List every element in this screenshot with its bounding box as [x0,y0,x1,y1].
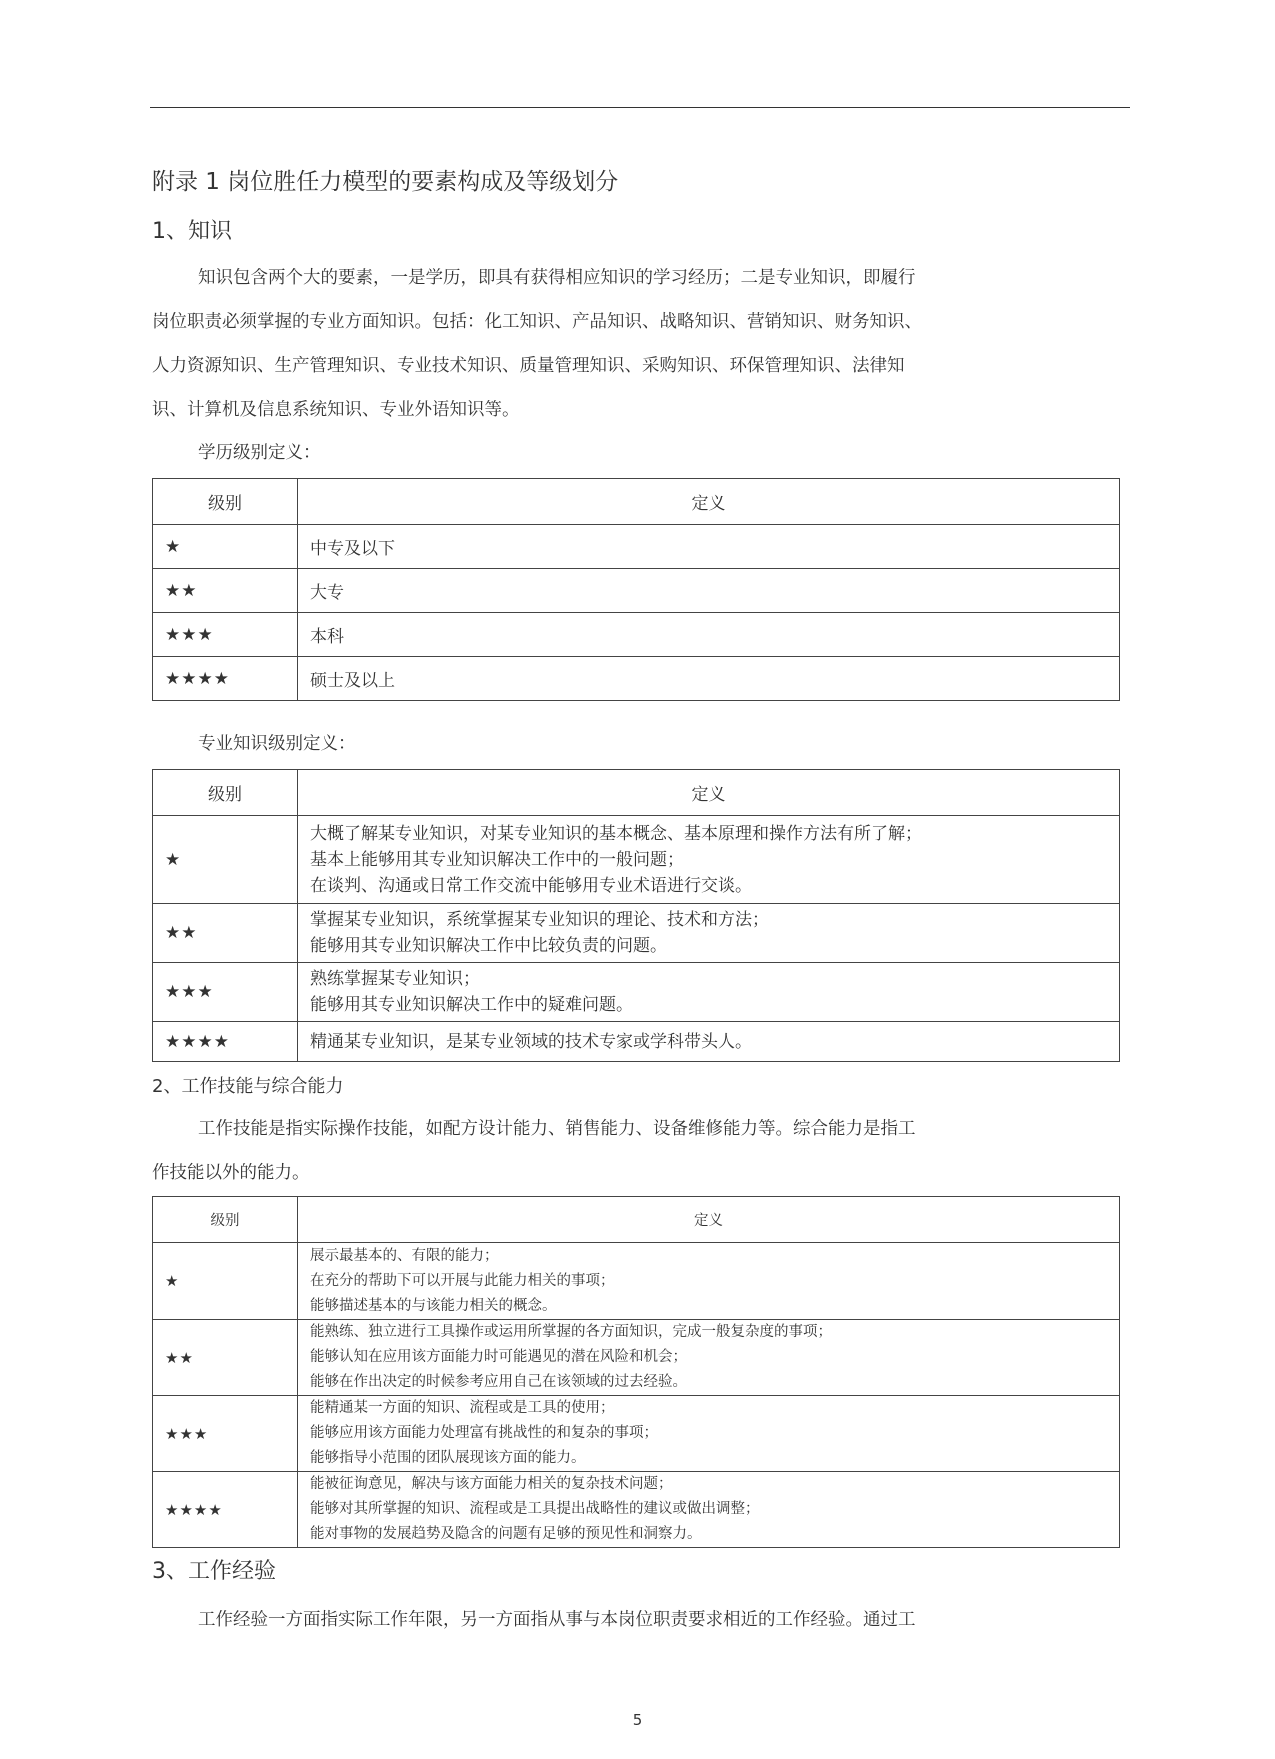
definition-line: 能被征询意见，解决与该方面能力相关的复杂技术问题； [310,1476,673,1492]
experience-paragraph-line: 工作经验一方面指实际工作年限，另一方面指从事与本岗位职责要求相近的工作经验。通过工 [198,1610,916,1630]
level-definition [298,816,1120,904]
definition-line: 在充分的帮助下可以开展与此能力相关的事项； [310,1272,615,1289]
section-heading-knowledge: 1、知识 [152,219,232,244]
column-header-level: 级别 [153,479,298,525]
definition-line: 基本上能够用其专业知识解决工作中的一般问题； [310,849,684,870]
definition-line: 在谈判、沟通或日常工作交流中能够用专业术语进行交谈。 [310,875,752,896]
section-heading-skills: 2、工作技能与综合能力 [152,1076,344,1097]
skills-paragraph-line: 作技能以外的能力。 [152,1163,310,1183]
table-row [153,525,1120,569]
knowledge-paragraph-line: 知识包含两个大的要素，一是学历，即具有获得相应知识的学习经历；二是专业知识，即履行 [198,268,916,288]
level-stars: ★★★★ [153,1022,298,1062]
definition-line: 掌握某专业知识，系统掌握某专业知识的理论、技术和方法； [310,910,769,930]
table-row [153,963,1120,1022]
knowledge-paragraph-line: 岗位职责必须掌握的专业方面知识。包括：化工知识、产品知识、战略知识、营销知识、财务知识、 [152,312,922,332]
column-header-level: 级别 [153,770,298,816]
level-definition [298,1320,1120,1396]
level-definition [298,963,1120,1022]
table-row [153,816,1120,904]
education-level-table [152,478,1120,701]
level-stars: ★★ [153,904,298,963]
table-row [153,1320,1120,1396]
level-definition: 中专及以下 [298,525,1120,569]
level-definition [298,1243,1120,1320]
definition-line: 能对事物的发展趋势及隐含的问题有足够的预见性和洞察力。 [310,1526,702,1542]
table-row [153,1022,1120,1062]
table-row [153,1472,1120,1548]
education-table-label: 学历级别定义： [198,443,321,463]
column-header-definition: 定义 [298,770,1120,816]
definition-line: 大概了解某专业知识，对某专业知识的基本概念、基本原理和操作方法有所了解； [310,823,922,844]
level-stars: ★★ [153,569,298,613]
column-header-level: 级别 [153,1197,298,1243]
definition-line: 展示最基本的、有限的能力； [310,1247,499,1264]
knowledge-paragraph-line: 识、计算机及信息系统知识、专业外语知识等。 [152,400,520,420]
column-header-definition: 定义 [298,1197,1120,1243]
appendix-title: 附录 1 岗位胜任力模型的要素构成及等级划分 [152,169,619,195]
level-definition: 大专 [298,569,1120,613]
definition-line: 能够应用该方面能力处理富有挑战性的和复杂的事项； [310,1425,658,1441]
level-definition [298,1396,1120,1472]
table-header-row [153,770,1120,816]
professional-knowledge-table [152,769,1120,1062]
level-definition [298,1472,1120,1548]
level-stars: ★★★ [153,963,298,1022]
skills-paragraph-line: 工作技能是指实际操作技能，如配方设计能力、销售能力、设备维修能力等。综合能力是指工 [198,1119,916,1139]
definition-line: 精通某专业知识，是某专业领域的技术专家或学科带头人。 [310,1031,752,1052]
level-stars: ★★★ [153,1396,298,1472]
level-stars: ★★★★ [153,657,298,701]
skills-level-table [152,1196,1120,1548]
table-row [153,904,1120,963]
definition-line: 能够用其专业知识解决工作中的疑难问题。 [310,995,633,1015]
definition-line: 熟练掌握某专业知识； [310,969,480,989]
definition-line: 能够对其所掌握的知识、流程或是工具提出战略性的建议或做出调整； [310,1501,760,1517]
definition-line: 能够在作出决定的时候参考应用自己在该领域的过去经验。 [310,1374,687,1390]
definition-line: 能熟练、独立进行工具操作或运用所掌握的各方面知识，完成一般复杂度的事项； [310,1324,832,1340]
definition-line: 能精通某一方面的知识、流程或是工具的使用； [310,1400,615,1416]
table-row [153,657,1120,701]
level-definition: 本科 [298,613,1120,657]
table-header-row [153,1197,1120,1243]
level-definition [298,1022,1120,1062]
level-stars: ★★★ [153,613,298,657]
level-stars: ★ [153,816,298,904]
table-row [153,569,1120,613]
table-row [153,1243,1120,1320]
level-definition [298,904,1120,963]
table-row [153,613,1120,657]
definition-line: 能够用其专业知识解决工作中比较负责的问题。 [310,936,667,956]
column-header-definition: 定义 [298,479,1120,525]
definition-line: 能够认知在应用该方面能力时可能遇见的潜在风险和机会； [310,1349,687,1365]
level-stars: ★★ [153,1320,298,1396]
header-rule [150,107,1130,108]
level-stars: ★★★★ [153,1472,298,1548]
definition-line: 能够指导小范围的团队展现该方面的能力。 [310,1450,586,1466]
knowledge-paragraph-line: 人力资源知识、生产管理知识、专业技术知识、质量管理知识、采购知识、环保管理知识、法律知 [152,356,905,376]
professional-table-label: 专业知识级别定义： [198,734,356,754]
section-heading-experience: 3、工作经验 [152,1559,276,1584]
level-definition: 硕士及以上 [298,657,1120,701]
table-header-row [153,479,1120,525]
table-row [153,1396,1120,1472]
definition-line: 能够描述基本的与该能力相关的概念。 [310,1297,557,1314]
page-number: 5 [632,1711,643,1729]
level-stars: ★ [153,525,298,569]
level-stars: ★ [153,1243,298,1320]
